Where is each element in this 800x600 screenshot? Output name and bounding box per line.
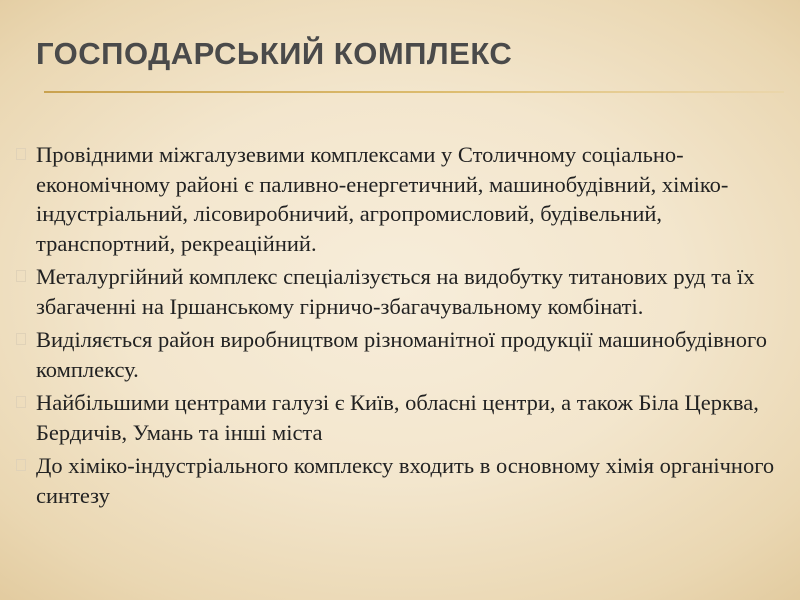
bullet-icon: [16, 459, 26, 471]
bullet-text: Металургійний комплекс спеціалізується на видобутку титанових руд та їх збагаченні на Іршанському гірничо-збагачувальному комбінаті.: [36, 264, 755, 319]
bullet-icon: [16, 270, 26, 282]
bullet-item: [16, 388, 776, 447]
bullet-item: [16, 451, 776, 510]
bullet-text: Виділяється район виробництвом різноманітної продукції машинобудівного комплексу.: [36, 327, 767, 382]
bullet-list: [16, 140, 776, 514]
bullet-text: Провідними міжгалузевими комплексами у Столичному соціально-економічному районі є паливно-енергетичний, машинобудівний, хіміко-індустріальний, лісовиробничий, агропромисловий, будівельний, транспортний, рекреаційний.: [36, 142, 729, 256]
bullet-item: [16, 140, 776, 258]
bullet-icon: [16, 396, 26, 408]
slide-title: ГОСПОДАРСЬКИЙ КОМПЛЕКС: [36, 36, 513, 71]
bullet-item: [16, 325, 776, 384]
bullet-text: Найбільшими центрами галузі є Київ, обласні центри, а також Біла Церква, Бердичів, Умань та інші міста: [36, 390, 759, 445]
title-divider: [44, 91, 784, 93]
bullet-icon: [16, 333, 26, 345]
bullet-icon: [16, 148, 26, 160]
bullet-item: [16, 262, 776, 321]
bullet-text: До хіміко-індустріального комплексу входить в основному хімія органічного синтезу: [36, 453, 775, 508]
